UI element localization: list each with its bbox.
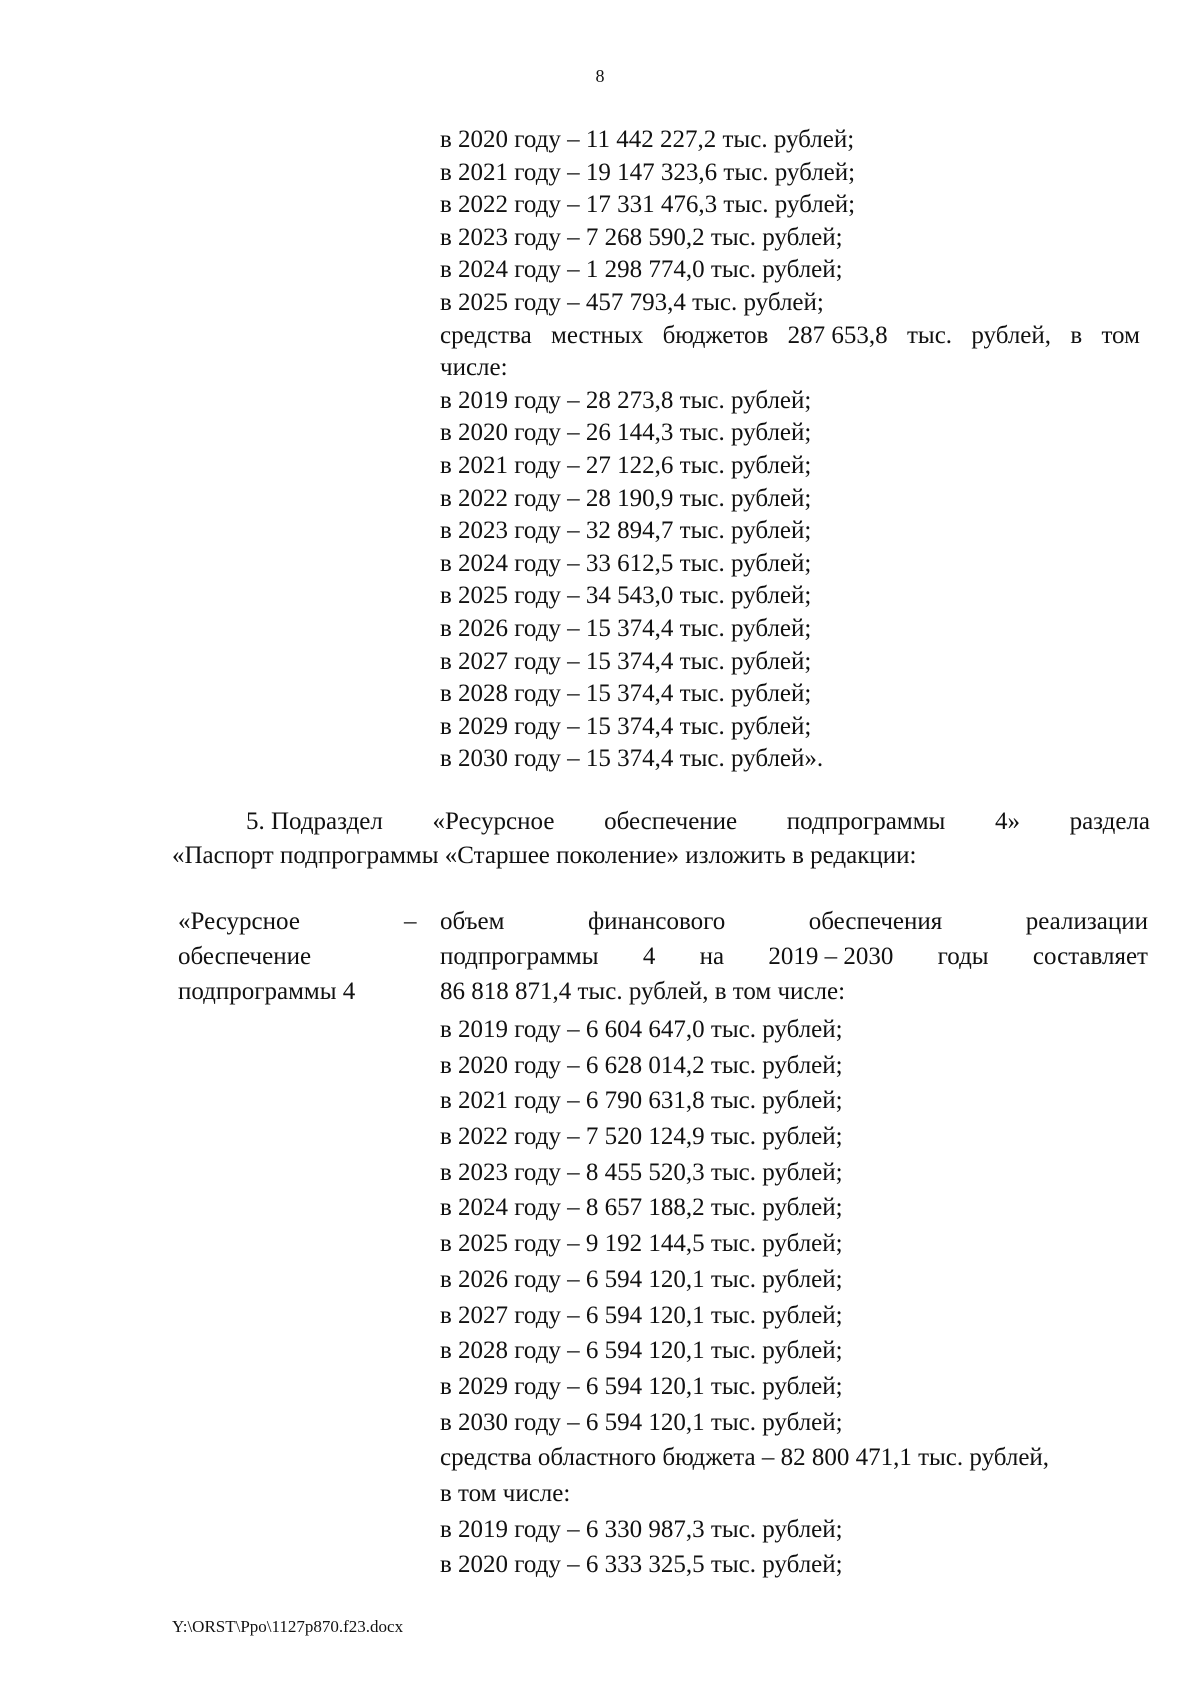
funding-line: в 2023 году – 32 894,7 тыс. рублей;	[440, 517, 812, 545]
funding-line: в 2029 году – 15 374,4 тыс. рублей;	[440, 712, 812, 740]
funding-line: в 2026 году – 6 594 120,1 тыс. рублей;	[440, 1265, 843, 1293]
regional-budget-heading: средства областного бюджета – 82 800 471,1 тыс. рублей,	[440, 1444, 1050, 1472]
funding-line: в 2020 году – 11 442 227,2 тыс. рублей;	[440, 126, 855, 153]
funding-line: в 2021 году – 19 147 323,6 тыс. рублей;	[440, 158, 856, 186]
funding-line: в 2030 году – 6 594 120,1 тыс. рублей;	[440, 1408, 843, 1436]
table-left-label: обеспечение	[178, 943, 312, 970]
funding-line: в 2026 году – 15 374,4 тыс. рублей;	[440, 614, 812, 642]
funding-line: в 2024 году – 1 298 774,0 тыс. рублей;	[440, 256, 843, 284]
funding-line: в 2020 году – 6 333 325,5 тыс. рублей;	[440, 1551, 843, 1579]
funding-list-bottom	[440, 1012, 1049, 1583]
funding-line: в 2023 году – 7 268 590,2 тыс. рублей;	[440, 223, 843, 251]
table-dash: –	[404, 908, 417, 935]
file-path-footer: Y:\ORST\Ppo\1127p870.f23.docx	[172, 1617, 404, 1636]
funding-line: в 2027 году – 6 594 120,1 тыс. рублей;	[440, 1301, 843, 1329]
page-number: 8	[595, 66, 605, 86]
funding-line: в 2024 году – 33 612,5 тыс. рублей;	[440, 549, 812, 577]
funding-line: в 2022 году – 28 190,9 тыс. рублей;	[440, 484, 812, 512]
table-right-line3: 86 818 871,4 тыс. рублей, в том числе:	[440, 978, 846, 1005]
table-right-line1: объем финансового обеспечения реализации	[440, 908, 1148, 935]
table-left-label: подпрограммы 4	[178, 978, 356, 1005]
funding-line: в 2020 году – 26 144,3 тыс. рублей;	[440, 419, 812, 447]
funding-line: в 2019 году – 6 330 987,3 тыс. рублей;	[440, 1515, 843, 1543]
funding-line: в 2029 году – 6 594 120,1 тыс. рублей;	[440, 1372, 843, 1400]
local-budget-heading-cont: числе:	[440, 354, 508, 382]
funding-line: в 2025 году – 34 543,0 тыс. рублей;	[440, 582, 812, 610]
funding-line: в 2022 году – 17 331 476,3 тыс. рублей;	[440, 191, 856, 219]
funding-line: в 2027 году – 15 374,4 тыс. рублей;	[440, 647, 812, 675]
funding-line: в 2019 году – 6 604 647,0 тыс. рублей;	[440, 1016, 843, 1043]
paragraph-5-line2: «Паспорт подпрограммы «Старшее поколение» изложить в редакции:	[172, 842, 917, 869]
local-budget-heading: средства местных бюджетов 287 653,8 тыс. рублей, в том	[440, 321, 1140, 349]
paragraph-5-line1: 5. Подраздел «Ресурсное обеспечение подпрограммы 4» раздела	[246, 808, 1150, 835]
funding-line: в 2020 году – 6 628 014,2 тыс. рублей;	[440, 1051, 843, 1079]
funding-line: в 2021 году – 27 122,6 тыс. рублей;	[440, 451, 812, 479]
table-right-line2: подпрограммы 4 на 2019 – 2030 годы составляет	[440, 943, 1148, 970]
regional-budget-heading-cont: в том числе:	[440, 1479, 571, 1507]
funding-line: в 2030 году – 15 374,4 тыс. рублей».	[440, 745, 824, 773]
funding-line: в 2019 году – 28 273,8 тыс. рублей;	[440, 386, 812, 414]
funding-line: в 2021 году – 6 790 631,8 тыс. рублей;	[440, 1087, 843, 1115]
funding-line: в 2023 году – 8 455 520,3 тыс. рублей;	[440, 1158, 843, 1186]
table-left-label: «Ресурсное	[178, 908, 300, 935]
funding-list-top	[440, 124, 1140, 776]
funding-line: в 2022 году – 7 520 124,9 тыс. рублей;	[440, 1123, 843, 1151]
funding-line: в 2025 году – 457 793,4 тыс. рублей;	[440, 288, 824, 316]
funding-line: в 2024 году – 8 657 188,2 тыс. рублей;	[440, 1194, 843, 1222]
funding-line: в 2028 году – 6 594 120,1 тыс. рублей;	[440, 1337, 843, 1365]
funding-line: в 2028 году – 15 374,4 тыс. рублей;	[440, 680, 812, 708]
funding-line: в 2025 году – 9 192 144,5 тыс. рублей;	[440, 1230, 843, 1258]
